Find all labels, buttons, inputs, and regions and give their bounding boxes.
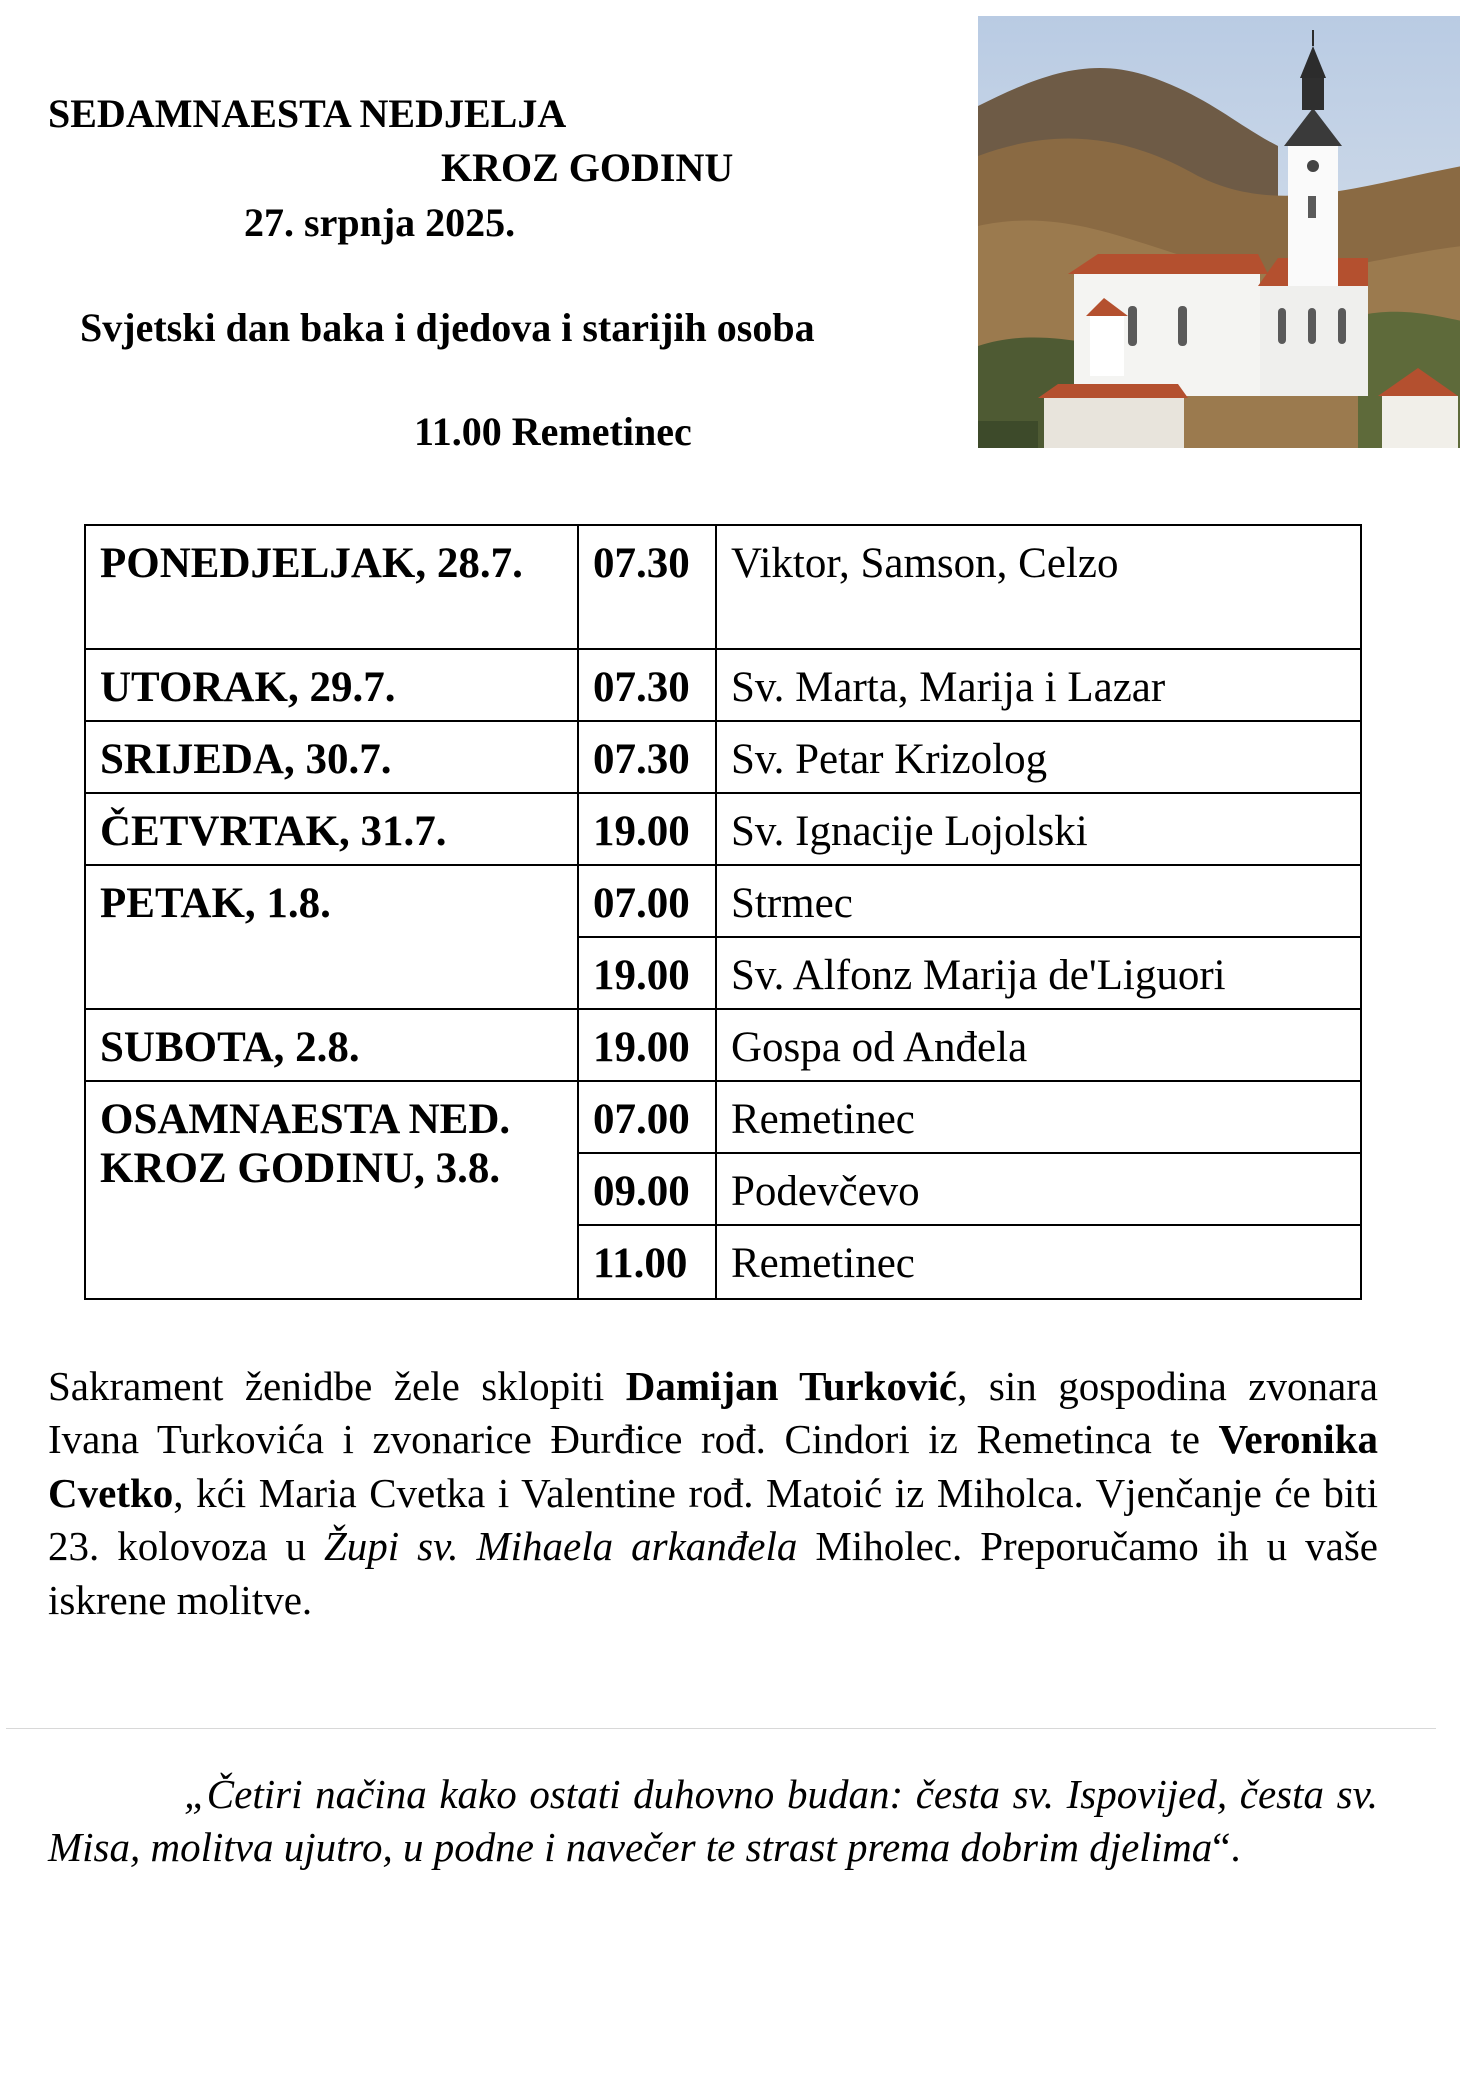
table-row: [85, 721, 1361, 793]
marriage-announcement: [48, 1360, 1378, 1627]
title-line-2: KROZ GODINU: [441, 145, 734, 190]
parish-name: Župi sv. Mihaela arkanđela: [323, 1523, 798, 1570]
notice-text: , sin gospodina zvonara Ivana Turkovića i zvonarice Đurđice rođ. Cindori iz Remetinca te: [48, 1363, 1379, 1463]
time-cell: 07.00: [578, 1081, 716, 1153]
church-photo: [978, 16, 1460, 448]
time-cell: 07.00: [578, 865, 716, 937]
title-line-1: SEDAMNAESTA NEDJELJA: [48, 91, 567, 136]
time-cell: 07.30: [578, 721, 716, 793]
day-cell: ČETVRTAK, 31.7.: [85, 793, 578, 865]
time-cell: 19.00: [578, 937, 716, 1009]
day-cell: PONEDJELJAK, 28.7.: [85, 525, 578, 649]
time-cell: 19.00: [578, 793, 716, 865]
intention-cell: Gospa od Anđela: [716, 1009, 1361, 1081]
mass-schedule-table: [84, 524, 1362, 1300]
sunday-mass-time: 11.00 Remetinec: [414, 409, 692, 454]
bride-name: Veronika Cvetko: [48, 1416, 1378, 1516]
time-cell: 19.00: [578, 1009, 716, 1081]
day-cell: UTORAK, 29.7.: [85, 649, 578, 721]
quote-text: „Četiri načina kako ostati duhovno budan: česta sv. Ispovijed, česta sv. Misa, molitva ujutro, u podne i navečer te strast prema dobrim djelima: [48, 1771, 1378, 1870]
table-row: [85, 525, 1361, 649]
quote-closing: “.: [1212, 1824, 1241, 1870]
day-cell: SUBOTA, 2.8.: [85, 1009, 578, 1081]
quote: [48, 1768, 1378, 1874]
day-cell: SRIJEDA, 30.7.: [85, 721, 578, 793]
intention-cell: Sv. Marta, Marija i Lazar: [716, 649, 1361, 721]
intention-cell: Sv. Petar Krizolog: [716, 721, 1361, 793]
intention-cell: Remetinec: [716, 1081, 1361, 1153]
day-cell: OSAMNAESTA NED. KROZ GODINU, 3.8.: [85, 1081, 578, 1299]
table-row: [85, 1081, 1361, 1153]
intention-cell: Viktor, Samson, Celzo: [716, 525, 1361, 649]
groom-name: Damijan Turković: [625, 1363, 958, 1409]
time-cell: 07.30: [578, 649, 716, 721]
table-row: [85, 1009, 1361, 1081]
intention-cell: Remetinec: [716, 1225, 1361, 1299]
time-cell: 09.00: [578, 1153, 716, 1225]
notice-text: Miholec. Preporučamo ih u vaše iskrene molitve.: [48, 1523, 1378, 1623]
notice-text: , kći Maria Cvetka i Valentine rođ. Matoić iz Miholca. Vjenčanje će biti 23. kolovoza u: [48, 1469, 1378, 1570]
table-row: [85, 865, 1361, 937]
time-cell: 11.00: [578, 1225, 716, 1299]
intention-cell: Strmec: [716, 865, 1361, 937]
table-row: [85, 649, 1361, 721]
intention-cell: Sv. Ignacije Lojolski: [716, 793, 1361, 865]
time-cell: 07.30: [578, 525, 716, 649]
divider: [6, 1728, 1436, 1729]
day-cell: PETAK, 1.8.: [85, 865, 578, 1009]
intention-cell: Podevčevo: [716, 1153, 1361, 1225]
intention-cell: Sv. Alfonz Marija de'Liguori: [716, 937, 1361, 1009]
subtitle: Svjetski dan baka i djedova i starijih osoba: [80, 305, 815, 350]
date: 27. srpnja 2025.: [244, 200, 516, 245]
table-row: [85, 793, 1361, 865]
notice-text: Sakrament ženidbe žele sklopiti: [48, 1363, 626, 1409]
